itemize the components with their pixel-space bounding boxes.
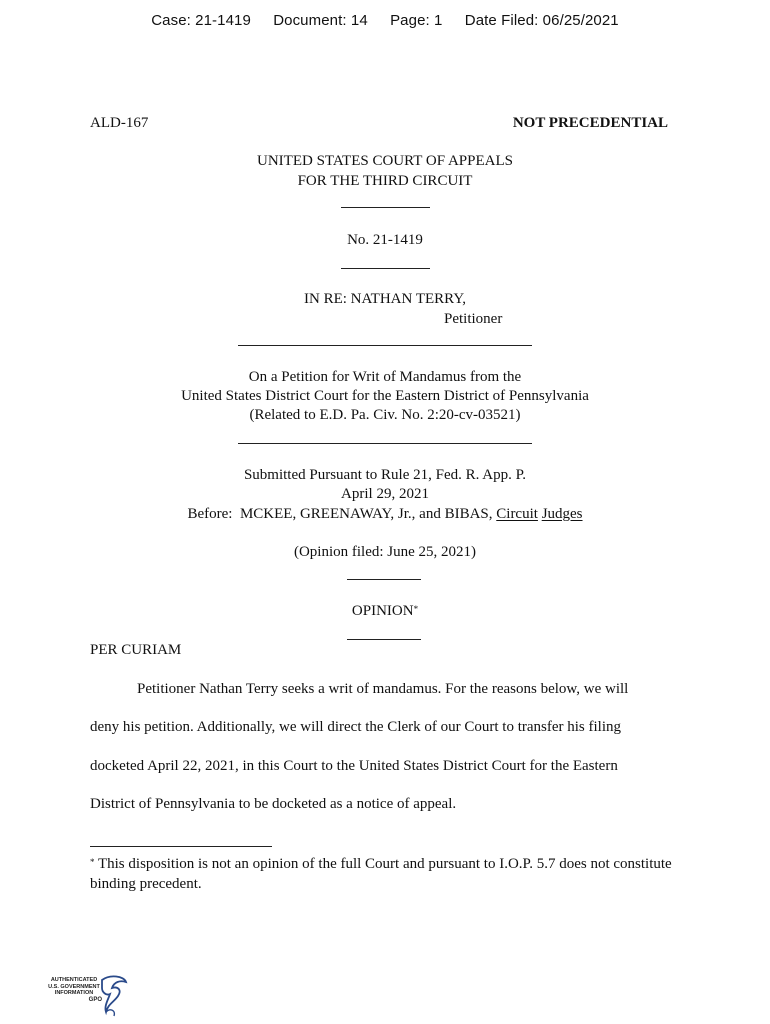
divider bbox=[341, 207, 430, 208]
caption-party-role: Petitioner bbox=[444, 311, 503, 327]
per-curiam: PER CURIAM bbox=[90, 642, 182, 658]
opinion-heading-wrap bbox=[0, 602, 770, 621]
docket-number: No. 21-1419 bbox=[347, 232, 423, 248]
footnote-marker: * bbox=[90, 857, 95, 867]
body-line-2: deny his petition. Additionally, we will direct the Clerk of our Court to transfer his filing bbox=[90, 719, 622, 735]
court-name-line1: UNITED STATES COURT OF APPEALS bbox=[257, 153, 513, 169]
footnote bbox=[90, 854, 690, 894]
footnote-text: This disposition is not an opinion of the full Court and pursuant to I.O.P. 5.7 does not constitute binding precedent. bbox=[90, 856, 672, 892]
divider bbox=[238, 345, 532, 346]
circuit-word: Circuit bbox=[496, 506, 538, 522]
body-line-1: Petitioner Nathan Terry seeks a writ of mandamus. For the reasons below, we will bbox=[137, 681, 629, 697]
petition-line1: On a Petition for Writ of Mandamus from the bbox=[248, 369, 522, 385]
court-name-line2: FOR THE THIRD CIRCUIT bbox=[297, 173, 473, 189]
submission-line1: Submitted Pursuant to Rule 21, Fed. R. App. P. bbox=[243, 467, 527, 483]
panel-judges: Before: MCKEE, GREENAWAY, Jr., and BIBAS, bbox=[187, 506, 497, 522]
divider bbox=[347, 579, 421, 580]
footnote-marker: * bbox=[413, 604, 419, 614]
document-number: Document: 14 bbox=[273, 12, 368, 29]
eagle-icon bbox=[96, 974, 130, 1018]
precedential-status: NOT PRECEDENTIAL bbox=[512, 115, 668, 131]
document-code: ALD-167 bbox=[90, 115, 149, 131]
case-number: Case: 21-1419 bbox=[151, 12, 251, 29]
gpo-authentication-seal bbox=[44, 974, 134, 1018]
divider bbox=[341, 268, 430, 269]
date-filed: Date Filed: 06/25/2021 bbox=[464, 12, 619, 29]
caption-line1: IN RE: NATHAN TERRY, bbox=[304, 291, 466, 307]
seal-text-gpo: GPO bbox=[88, 996, 102, 1003]
judges-word: Judges bbox=[541, 506, 583, 522]
divider bbox=[238, 443, 532, 444]
opinion-filed-date: (Opinion filed: June 25, 2021) bbox=[293, 544, 477, 560]
body-line-3: docketed April 22, 2021, in this Court to the United States District Court for the Eastern bbox=[90, 758, 618, 774]
petition-line2: United States District Court for the Eastern District of Pennsylvania bbox=[181, 388, 589, 404]
panel-line bbox=[0, 505, 770, 524]
footnote-separator bbox=[90, 846, 272, 847]
page-number: Page: 1 bbox=[390, 12, 443, 29]
body-line-4: District of Pennsylvania to be docketed as a notice of appeal. bbox=[90, 796, 457, 812]
seal-text-line2: U.S. GOVERNMENT bbox=[48, 983, 100, 990]
opinion-heading: OPINION bbox=[351, 603, 414, 619]
divider bbox=[347, 639, 421, 640]
seal-text-line1: AUTHENTICATED bbox=[50, 977, 98, 983]
petition-line3: (Related to E.D. Pa. Civ. No. 2:20-cv-03521) bbox=[249, 407, 521, 423]
filing-header bbox=[0, 12, 770, 29]
seal-text-line3: INFORMATION bbox=[54, 990, 94, 996]
submission-date: April 29, 2021 bbox=[341, 486, 429, 502]
